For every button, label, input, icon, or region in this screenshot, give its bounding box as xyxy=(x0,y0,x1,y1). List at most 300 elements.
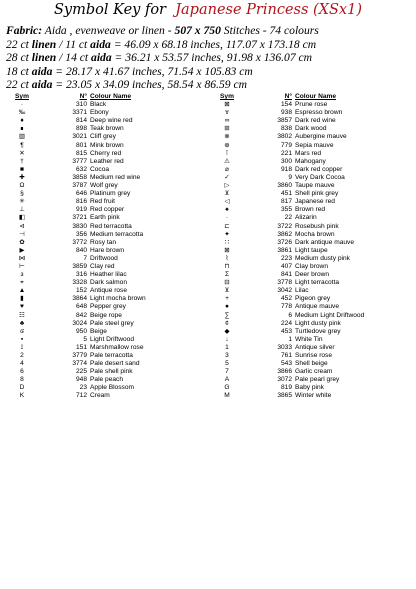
thread-number-cell: 225 xyxy=(75,368,87,376)
table-row xyxy=(216,101,406,109)
colour-name-cell: Black xyxy=(90,101,107,109)
thread-number-cell: 632 xyxy=(75,165,87,173)
colour-name-cell: Beige xyxy=(90,327,107,335)
table-row xyxy=(11,263,201,271)
table-row xyxy=(11,206,201,214)
thread-number-cell: 779 xyxy=(280,141,292,149)
thread-number-cell: 3779 xyxy=(72,352,87,359)
colour-name-cell: Medium terracotta xyxy=(90,230,144,238)
table-row xyxy=(11,279,201,287)
table-row xyxy=(11,384,201,392)
number-header: N° xyxy=(284,93,292,100)
symbol-cell: † xyxy=(20,157,24,165)
thread-number-cell: 3033 xyxy=(277,343,292,351)
thread-number-cell: 3802 xyxy=(277,133,292,141)
size-fabric: linen xyxy=(31,51,57,65)
table-row xyxy=(216,271,406,279)
colour-name-cell: Deep wine red xyxy=(90,117,133,125)
colour-name-cell: Driftwood xyxy=(90,254,118,262)
symbol-cell: ↓ xyxy=(225,335,229,343)
symbol-cell: ⊲ xyxy=(19,222,25,230)
symbol-cell: ⊻ xyxy=(224,190,230,198)
symbol-cell: ⊻ xyxy=(224,287,230,295)
symbol-cell: ɤ xyxy=(224,109,230,117)
thread-number-cell: 814 xyxy=(75,117,87,125)
fabric-info xyxy=(6,24,411,92)
thread-number-cell: 356 xyxy=(75,230,87,238)
table-row xyxy=(11,158,201,166)
colour-name-cell: Taupe mauve xyxy=(295,182,335,190)
table-body xyxy=(216,101,406,400)
table-row xyxy=(216,376,406,384)
table-row xyxy=(216,142,406,150)
table-row xyxy=(216,303,406,311)
colour-name-cell: Dark wood xyxy=(295,125,327,133)
thread-number-cell: 7 xyxy=(83,254,87,262)
symbol-cell: ✕ xyxy=(19,149,25,157)
thread-number-cell: 3830 xyxy=(72,222,87,230)
symbol-cell: 7 xyxy=(225,368,229,376)
symbol-cell: ▮ xyxy=(20,295,24,303)
colour-name-cell: Antique silver xyxy=(295,343,335,351)
table-row xyxy=(11,271,201,279)
thread-number-cell: 3866 xyxy=(277,368,292,376)
colour-name-cell: Alizarin xyxy=(295,214,317,222)
table-row xyxy=(11,320,201,328)
symbol-cell: 8 xyxy=(20,376,24,384)
table-row xyxy=(11,239,201,247)
symbol-cell: ∎ xyxy=(19,125,25,133)
symbol-cell: ∞ xyxy=(224,117,230,125)
symbol-cell: ⚠ xyxy=(224,157,230,165)
colour-name-cell: Sepia mauve xyxy=(295,141,334,149)
table-row xyxy=(11,150,201,158)
colour-name-cell: White Tin xyxy=(295,335,323,343)
symbol-cell: 3 xyxy=(225,352,229,359)
table-row xyxy=(216,206,406,214)
thread-number-cell: 648 xyxy=(75,303,87,311)
colour-name-cell: Medium Light Driftwood xyxy=(295,311,365,319)
table-row xyxy=(216,117,406,125)
symbol-cell: ⊟ xyxy=(224,279,230,287)
colour-name-cell: Light taupe xyxy=(295,246,328,254)
table-row xyxy=(11,295,201,303)
colour-name-cell: Dark salmon xyxy=(90,279,128,287)
table-row xyxy=(11,198,201,206)
thread-number-cell: 761 xyxy=(280,352,292,359)
symbol-cell: ∑ xyxy=(224,311,230,319)
symbol-cell: ⊣ xyxy=(19,230,25,238)
symbol-cell: ✿ xyxy=(19,238,25,246)
table-row xyxy=(11,166,201,174)
size-fabric: aida xyxy=(31,78,53,92)
colour-name-cell: Sunrise rose xyxy=(295,352,333,359)
symbol-cell: ⊗ xyxy=(224,133,230,141)
fabric-types: Aida , evenweave or linen - xyxy=(42,24,175,37)
size-fabric-2: aida xyxy=(91,51,112,65)
thread-number-cell: 801 xyxy=(75,141,87,149)
size-dimensions: = 28.17 x 41.67 inches, 71.54 x 105.83 cm xyxy=(52,64,253,78)
thread-number-cell: 3721 xyxy=(72,214,87,222)
thread-number-cell: 842 xyxy=(75,311,87,319)
thread-number-cell: 712 xyxy=(75,392,87,400)
thread-number-cell: 1 xyxy=(288,335,292,343)
symbol-cell: ♣ xyxy=(19,319,25,327)
stitch-info: Stitches - 74 colours xyxy=(220,24,319,37)
colour-name-cell: Earth pink xyxy=(90,214,120,222)
size-dimensions: = 46.09 x 68.18 inches, 117.07 x 173.18 cm xyxy=(110,37,317,51)
colour-name-cell: Marshmallow rose xyxy=(90,343,144,351)
symbol-cell: K xyxy=(19,392,25,400)
colour-name-cell: Lilac xyxy=(295,287,309,295)
symbol-cell: M xyxy=(224,392,230,400)
thread-number-cell: 819 xyxy=(280,384,292,392)
thread-number-cell: 840 xyxy=(75,246,87,254)
thread-number-cell: 3777 xyxy=(72,157,87,165)
colour-name-cell: Ebony xyxy=(90,109,109,117)
table-row xyxy=(11,223,201,231)
colour-name-cell: Dark antique mauve xyxy=(295,238,355,246)
size-line xyxy=(6,51,411,65)
colour-name-cell: Pale peach xyxy=(90,376,123,384)
symbol-cell: ⊺ xyxy=(225,149,229,157)
thread-number-cell: 3024 xyxy=(72,319,87,327)
table-row xyxy=(216,320,406,328)
thread-number-cell: 223 xyxy=(280,254,292,262)
colour-name-cell: Wolf grey xyxy=(90,182,118,190)
table-row xyxy=(216,384,406,392)
thread-number-cell: 3860 xyxy=(277,182,292,190)
table-row xyxy=(11,214,201,222)
fabric-line xyxy=(6,24,411,38)
colour-name-cell: Clay brown xyxy=(295,262,328,270)
symbol-cell: · xyxy=(225,214,229,222)
colour-name-header: Colour Name xyxy=(90,93,132,100)
table-row xyxy=(11,368,201,376)
symbol-cell: ▪ xyxy=(20,335,24,343)
symbol-cell: A xyxy=(224,376,230,384)
table-row xyxy=(11,328,201,336)
thread-number-cell: 3861 xyxy=(277,246,292,254)
thread-number-cell: 543 xyxy=(280,360,292,368)
colour-name-cell: Rosebush pink xyxy=(295,222,339,230)
symbol-cell: ✓ xyxy=(224,173,230,181)
size-count: 22 ct xyxy=(6,78,32,92)
thread-number-cell: 3787 xyxy=(72,182,87,190)
colour-name-cell: Turtledove grey xyxy=(295,327,341,335)
symbol-cell: ⊞ xyxy=(224,125,230,133)
thread-number-cell: 224 xyxy=(280,319,292,327)
symbol-cell: Σ xyxy=(224,271,230,279)
colour-name-cell: Shell beige xyxy=(295,360,328,368)
colour-name-cell: Hare brown xyxy=(90,246,125,254)
symbol-cell: G xyxy=(224,384,230,392)
table-row xyxy=(216,166,406,174)
table-row xyxy=(11,255,201,263)
table-row xyxy=(11,247,201,255)
size-dimensions: = 23.05 x 34.09 inches, 58.54 x 86.59 cm xyxy=(52,78,247,92)
symbol-cell: ʛ xyxy=(20,327,24,335)
thread-number-cell: 221 xyxy=(280,149,292,157)
colour-name-cell: Apple Blossom xyxy=(90,384,134,392)
symbol-cell: D xyxy=(19,384,25,392)
thread-number-cell: 23 xyxy=(79,384,87,392)
symbol-cell: ⌇ xyxy=(225,254,229,262)
table-row xyxy=(11,231,201,239)
thread-number-cell: 838 xyxy=(280,125,292,133)
table-row xyxy=(216,239,406,247)
thread-number-cell: 6 xyxy=(288,311,292,319)
table-row xyxy=(11,303,201,311)
size-fabric-2: aida xyxy=(90,37,111,51)
colour-name-cell: Mars red xyxy=(295,149,322,157)
colour-name-cell: Pale desert sand xyxy=(90,360,140,368)
table-row xyxy=(11,312,201,320)
table-row xyxy=(216,247,406,255)
table-header xyxy=(11,93,201,101)
colour-name-cell: Leather red xyxy=(90,157,124,165)
colour-name-cell: Light dusty pink xyxy=(295,319,341,327)
table-row xyxy=(216,182,406,190)
colour-name-cell: Espresso brown xyxy=(295,109,343,117)
symbol-cell: ⊠ xyxy=(224,101,230,109)
colour-name-cell: Mocha brown xyxy=(295,230,335,238)
thread-number-cell: 3722 xyxy=(277,222,292,230)
symbol-table-left xyxy=(11,93,201,401)
thread-number-cell: 154 xyxy=(280,101,292,109)
table-row xyxy=(11,117,201,125)
colour-name-cell: Red copper xyxy=(90,206,125,214)
colour-name-cell: Pale pearl grey xyxy=(295,376,340,384)
thread-number-cell: 778 xyxy=(280,303,292,311)
size-count: 18 ct xyxy=(6,64,32,78)
colour-name-cell: Teak brown xyxy=(90,125,124,133)
thread-number-cell: 898 xyxy=(75,125,87,133)
table-row xyxy=(11,133,201,141)
symbol-cell: ♥ xyxy=(20,303,24,311)
colour-name-cell: Red fruit xyxy=(90,198,115,206)
size-count: 28 ct xyxy=(6,51,32,65)
symbol-cell: ▥ xyxy=(18,133,26,141)
symbol-cell: § xyxy=(20,190,24,198)
symbol-cell: ⊠ xyxy=(224,246,230,254)
sym-header: Sym xyxy=(15,93,29,100)
colour-name-cell: Cherry red xyxy=(90,149,122,157)
thread-number-cell: 3772 xyxy=(72,238,87,246)
thread-number-cell: 451 xyxy=(280,190,292,198)
colour-name-cell: Platinum grey xyxy=(90,190,131,198)
table-row xyxy=(216,158,406,166)
symbol-cell: ♦ xyxy=(20,117,24,125)
table-row xyxy=(11,344,201,352)
size-dimensions: = 36.21 x 53.57 inches, 91.98 x 136.07 cm xyxy=(111,51,313,65)
colour-name-cell: Cocoa xyxy=(90,165,110,173)
symbol-cell: Ω xyxy=(19,182,25,190)
colour-name-cell: Mink brown xyxy=(90,141,124,149)
symbol-cell: ◁ xyxy=(224,198,230,206)
colour-name-cell: Prune rose xyxy=(295,101,328,109)
stitch-count: 507 x 750 xyxy=(174,24,221,37)
colour-name-cell: Dark red copper xyxy=(295,165,343,173)
table-row xyxy=(11,109,201,117)
thread-number-cell: 22 xyxy=(284,214,292,222)
colour-name-cell: Pale terracotta xyxy=(90,352,133,359)
pattern-name: Japanese Princess (XSx1) xyxy=(175,2,362,18)
colour-name-cell: Garlic cream xyxy=(295,368,333,376)
thread-number-cell: 3865 xyxy=(277,392,292,400)
number-header: N° xyxy=(79,93,87,100)
colour-name-cell: Beige rope xyxy=(90,311,122,319)
symbol-cell: 5 xyxy=(225,360,229,368)
table-row xyxy=(216,368,406,376)
table-row xyxy=(216,109,406,117)
title-prefix: Symbol Key for xyxy=(54,2,166,18)
colour-name-cell: Baby pink xyxy=(295,384,324,392)
colour-name-cell: Winter white xyxy=(295,392,332,400)
table-row xyxy=(216,214,406,222)
colour-name-cell: Dark red wine xyxy=(295,117,336,125)
symbol-cell: ● xyxy=(225,303,229,311)
thread-number-cell: 407 xyxy=(280,262,292,270)
thread-number-cell: 938 xyxy=(280,109,292,117)
colour-name-cell: Light terracotta xyxy=(295,279,339,287)
symbol-cell: ⋈ xyxy=(18,254,26,262)
thread-number-cell: 9 xyxy=(288,173,292,181)
symbol-cell: ◆ xyxy=(224,327,230,335)
colour-name-cell: Heather lilac xyxy=(90,271,127,279)
thread-number-cell: 3328 xyxy=(72,279,87,287)
colour-name-cell: Antique rose xyxy=(90,287,128,295)
thread-number-cell: 316 xyxy=(75,271,87,279)
table-row xyxy=(216,255,406,263)
table-row xyxy=(216,231,406,239)
table-row xyxy=(216,344,406,352)
table-row xyxy=(216,174,406,182)
table-row xyxy=(216,150,406,158)
thread-number-cell: 310 xyxy=(75,101,87,109)
symbol-cell: ▶ xyxy=(19,246,25,254)
thread-number-cell: 453 xyxy=(280,327,292,335)
thread-number-cell: 5 xyxy=(83,335,87,343)
colour-name-cell: Cliff grey xyxy=(90,133,116,141)
symbol-cell: ☷ xyxy=(19,311,25,319)
sym-header: Sym xyxy=(220,93,234,100)
colour-name-cell: Japanese red xyxy=(295,198,335,206)
colour-name-cell: Antique mauve xyxy=(295,303,339,311)
colour-name-cell: Rosy tan xyxy=(90,238,117,246)
symbol-cell: ⊥ xyxy=(19,206,25,214)
thread-number-cell: 841 xyxy=(280,271,292,279)
symbol-cell: ⌀ xyxy=(225,165,229,173)
symbol-cell: ⌖ xyxy=(20,279,24,287)
table-row xyxy=(216,328,406,336)
size-fabric: aida xyxy=(31,64,53,78)
colour-name-cell: Medium dusty pink xyxy=(295,254,350,262)
table-row xyxy=(11,392,201,400)
symbol-cell: ɜ xyxy=(20,271,24,279)
thread-number-cell: 300 xyxy=(280,157,292,165)
table-row xyxy=(216,190,406,198)
colour-name-cell: Pale steel grey xyxy=(90,319,134,327)
table-header xyxy=(216,93,406,101)
symbol-cell: + xyxy=(225,295,229,303)
thread-number-cell: 3072 xyxy=(277,376,292,384)
symbol-cell: ⊕ xyxy=(224,141,230,149)
table-row xyxy=(11,101,201,109)
symbol-cell: ⟟ xyxy=(20,343,24,351)
symbol-cell: ¶ xyxy=(20,141,24,149)
thread-number-cell: 948 xyxy=(75,376,87,384)
size-fabric: linen xyxy=(31,37,57,51)
table-body xyxy=(11,101,201,400)
thread-number-cell: 3726 xyxy=(277,238,292,246)
symbol-cell: ■ xyxy=(20,165,24,173)
thread-number-cell: 3859 xyxy=(72,262,87,270)
colour-name-cell: Light mocha brown xyxy=(90,295,146,303)
page-title xyxy=(0,2,416,18)
table-row xyxy=(11,360,201,368)
symbol-cell: ‰ xyxy=(18,109,26,117)
symbol-cell: ⊏ xyxy=(224,222,230,230)
table-row xyxy=(216,360,406,368)
thread-number-cell: 3371 xyxy=(72,109,87,117)
table-row xyxy=(11,336,201,344)
size-line xyxy=(6,78,411,92)
symbol-cell: ▷ xyxy=(224,182,230,190)
table-row xyxy=(11,182,201,190)
thread-number-cell: 815 xyxy=(75,149,87,157)
table-row xyxy=(11,142,201,150)
thread-number-cell: 3858 xyxy=(72,173,87,181)
table-row xyxy=(11,376,201,384)
symbol-cell: ⊢ xyxy=(19,262,25,270)
table-row xyxy=(216,223,406,231)
fabric-label: Fabric: xyxy=(6,24,43,37)
symbol-cell: 6 xyxy=(20,368,24,376)
colour-name-cell: Pigeon grey xyxy=(295,295,331,303)
thread-number-cell: 3857 xyxy=(277,117,292,125)
thread-number-cell: 3862 xyxy=(277,230,292,238)
thread-number-cell: 816 xyxy=(75,198,87,206)
colour-name-cell: Pale shell pink xyxy=(90,368,133,376)
thread-number-cell: 646 xyxy=(75,190,87,198)
table-row xyxy=(216,295,406,303)
thread-number-cell: 3774 xyxy=(72,360,87,368)
table-row xyxy=(216,336,406,344)
size-count-2: / 11 ct xyxy=(56,37,91,51)
colour-name-cell: Aubergine mauve xyxy=(295,133,347,141)
table-row xyxy=(216,133,406,141)
thread-number-cell: 452 xyxy=(280,295,292,303)
symbol-cell: ♠ xyxy=(225,206,229,214)
symbol-cell: · xyxy=(20,101,24,109)
symbol-cell: ✳ xyxy=(19,198,25,206)
table-row xyxy=(11,352,201,360)
colour-name-cell: Medium red wine xyxy=(90,173,141,181)
colour-name-cell: Clay red xyxy=(90,262,115,270)
colour-name-header: Colour Name xyxy=(295,93,337,100)
thread-number-cell: 3021 xyxy=(72,133,87,141)
size-count: 22 ct xyxy=(6,37,32,51)
symbol-cell: 1 xyxy=(225,343,229,351)
colour-name-cell: Cream xyxy=(90,392,110,400)
table-row xyxy=(216,279,406,287)
table-row xyxy=(216,392,406,400)
colour-name-cell: Shell pink grey xyxy=(295,190,339,198)
table-row xyxy=(11,174,201,182)
symbol-cell: 2 xyxy=(20,352,24,359)
colour-name-cell: Very Dark Cocoa xyxy=(295,173,345,181)
